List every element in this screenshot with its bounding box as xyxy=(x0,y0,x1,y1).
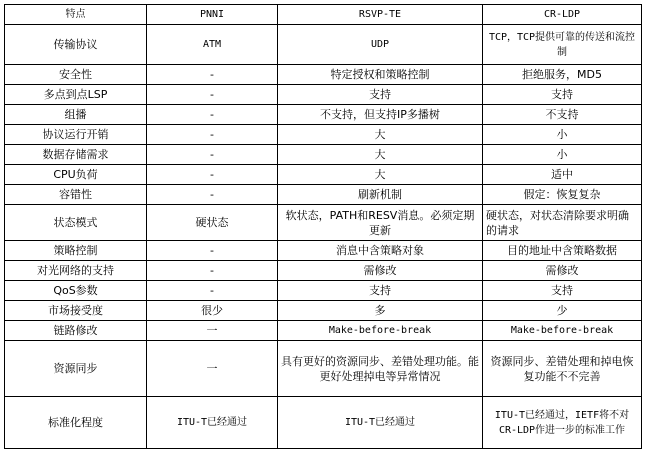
cr-ldp-cell: 资源同步、差错处理和掉电恢复功能不不完善 xyxy=(483,341,642,397)
table-row xyxy=(5,125,642,145)
row-label-cell: 对光网络的支持 xyxy=(5,261,147,281)
table-row xyxy=(5,241,642,261)
rsvp-te-cell: 消息中含策略对象 xyxy=(278,241,483,261)
pnni-cell: ATM xyxy=(147,25,278,65)
row-label-cell: QoS参数 xyxy=(5,281,147,301)
row-label-cell: CPU负荷 xyxy=(5,165,147,185)
cr-ldp-cell: 少 xyxy=(483,301,642,321)
row-label-cell: 协议运行开销 xyxy=(5,125,147,145)
cr-ldp-cell: 硬状态，对状态清除要求明确的请求 xyxy=(483,205,642,241)
pnni-cell: - xyxy=(147,145,278,165)
comparison-table-container xyxy=(4,4,642,449)
rsvp-te-cell: 具有更好的资源同步、差错处理功能。能更好处理掉电等异常情况 xyxy=(278,341,483,397)
pnni-cell: 很少 xyxy=(147,301,278,321)
header-cell-cr-ldp: CR-LDP xyxy=(483,5,642,25)
row-label-cell: 状态模式 xyxy=(5,205,147,241)
cr-ldp-cell: TCP，TCP提供可靠的传送和流控制 xyxy=(483,25,642,65)
rsvp-te-cell: 大 xyxy=(278,145,483,165)
cr-ldp-cell: 支持 xyxy=(483,281,642,301)
rsvp-te-cell: UDP xyxy=(278,25,483,65)
table-row xyxy=(5,205,642,241)
rsvp-te-cell: 支持 xyxy=(278,85,483,105)
table-header-row xyxy=(5,5,642,25)
cr-ldp-cell: 小 xyxy=(483,125,642,145)
row-label-cell: 标准化程度 xyxy=(5,397,147,449)
table-row xyxy=(5,65,642,85)
table-row xyxy=(5,105,642,125)
pnni-cell: - xyxy=(147,125,278,145)
table-row xyxy=(5,301,642,321)
pnni-cell: - xyxy=(147,261,278,281)
protocol-comparison-table xyxy=(4,4,642,449)
row-label-cell: 资源同步 xyxy=(5,341,147,397)
row-label-cell: 组播 xyxy=(5,105,147,125)
cr-ldp-cell: 目的地址中含策略数据 xyxy=(483,241,642,261)
row-label-cell: 安全性 xyxy=(5,65,147,85)
pnni-cell: ITU-T已经通过 xyxy=(147,397,278,449)
cr-ldp-cell: 小 xyxy=(483,145,642,165)
pnni-cell: - xyxy=(147,185,278,205)
rsvp-te-cell: 软状态，PATH和RESV消息。必须定期更新 xyxy=(278,205,483,241)
rsvp-te-cell: Make-before-break xyxy=(278,321,483,341)
pnni-cell: 一 xyxy=(147,321,278,341)
rsvp-te-cell: 刷新机制 xyxy=(278,185,483,205)
table-row xyxy=(5,261,642,281)
table-row xyxy=(5,25,642,65)
row-label-cell: 容错性 xyxy=(5,185,147,205)
row-label-cell: 市场接受度 xyxy=(5,301,147,321)
rsvp-te-cell: 支持 xyxy=(278,281,483,301)
rsvp-te-cell: ITU-T已经通过 xyxy=(278,397,483,449)
row-label-cell: 数据存储需求 xyxy=(5,145,147,165)
pnni-cell: - xyxy=(147,241,278,261)
cr-ldp-cell: 支持 xyxy=(483,85,642,105)
cr-ldp-cell: ITU-T已经通过，IETF将不对CR-LDP作进一步的标准工作 xyxy=(483,397,642,449)
header-cell-rsvp-te: RSVP-TE xyxy=(278,5,483,25)
pnni-cell: - xyxy=(147,165,278,185)
table-row xyxy=(5,185,642,205)
row-label-cell: 策略控制 xyxy=(5,241,147,261)
header-cell-pnni: PNNI xyxy=(147,5,278,25)
pnni-cell: - xyxy=(147,85,278,105)
row-label-cell: 多点到点LSP xyxy=(5,85,147,105)
rsvp-te-cell: 大 xyxy=(278,165,483,185)
cr-ldp-cell: 不支持 xyxy=(483,105,642,125)
cr-ldp-cell: 需修改 xyxy=(483,261,642,281)
rsvp-te-cell: 特定授权和策略控制 xyxy=(278,65,483,85)
cr-ldp-cell: 拒绝服务，MD5 xyxy=(483,65,642,85)
table-row xyxy=(5,321,642,341)
pnni-cell: - xyxy=(147,105,278,125)
rsvp-te-cell: 需修改 xyxy=(278,261,483,281)
table-row xyxy=(5,281,642,301)
cr-ldp-cell: 假定：恢复复杂 xyxy=(483,185,642,205)
pnni-cell: 一 xyxy=(147,341,278,397)
table-row xyxy=(5,341,642,397)
pnni-cell: 硬状态 xyxy=(147,205,278,241)
rsvp-te-cell: 大 xyxy=(278,125,483,145)
table-row xyxy=(5,165,642,185)
pnni-cell: - xyxy=(147,65,278,85)
rsvp-te-cell: 多 xyxy=(278,301,483,321)
rsvp-te-cell: 不支持，但支持IP多播树 xyxy=(278,105,483,125)
row-label-cell: 链路修改 xyxy=(5,321,147,341)
table-row xyxy=(5,145,642,165)
table-row xyxy=(5,397,642,449)
table-row xyxy=(5,85,642,105)
cr-ldp-cell: Make-before-break xyxy=(483,321,642,341)
header-cell-feature: 特点 xyxy=(5,5,147,25)
cr-ldp-cell: 适中 xyxy=(483,165,642,185)
row-label-cell: 传输协议 xyxy=(5,25,147,65)
pnni-cell: - xyxy=(147,281,278,301)
